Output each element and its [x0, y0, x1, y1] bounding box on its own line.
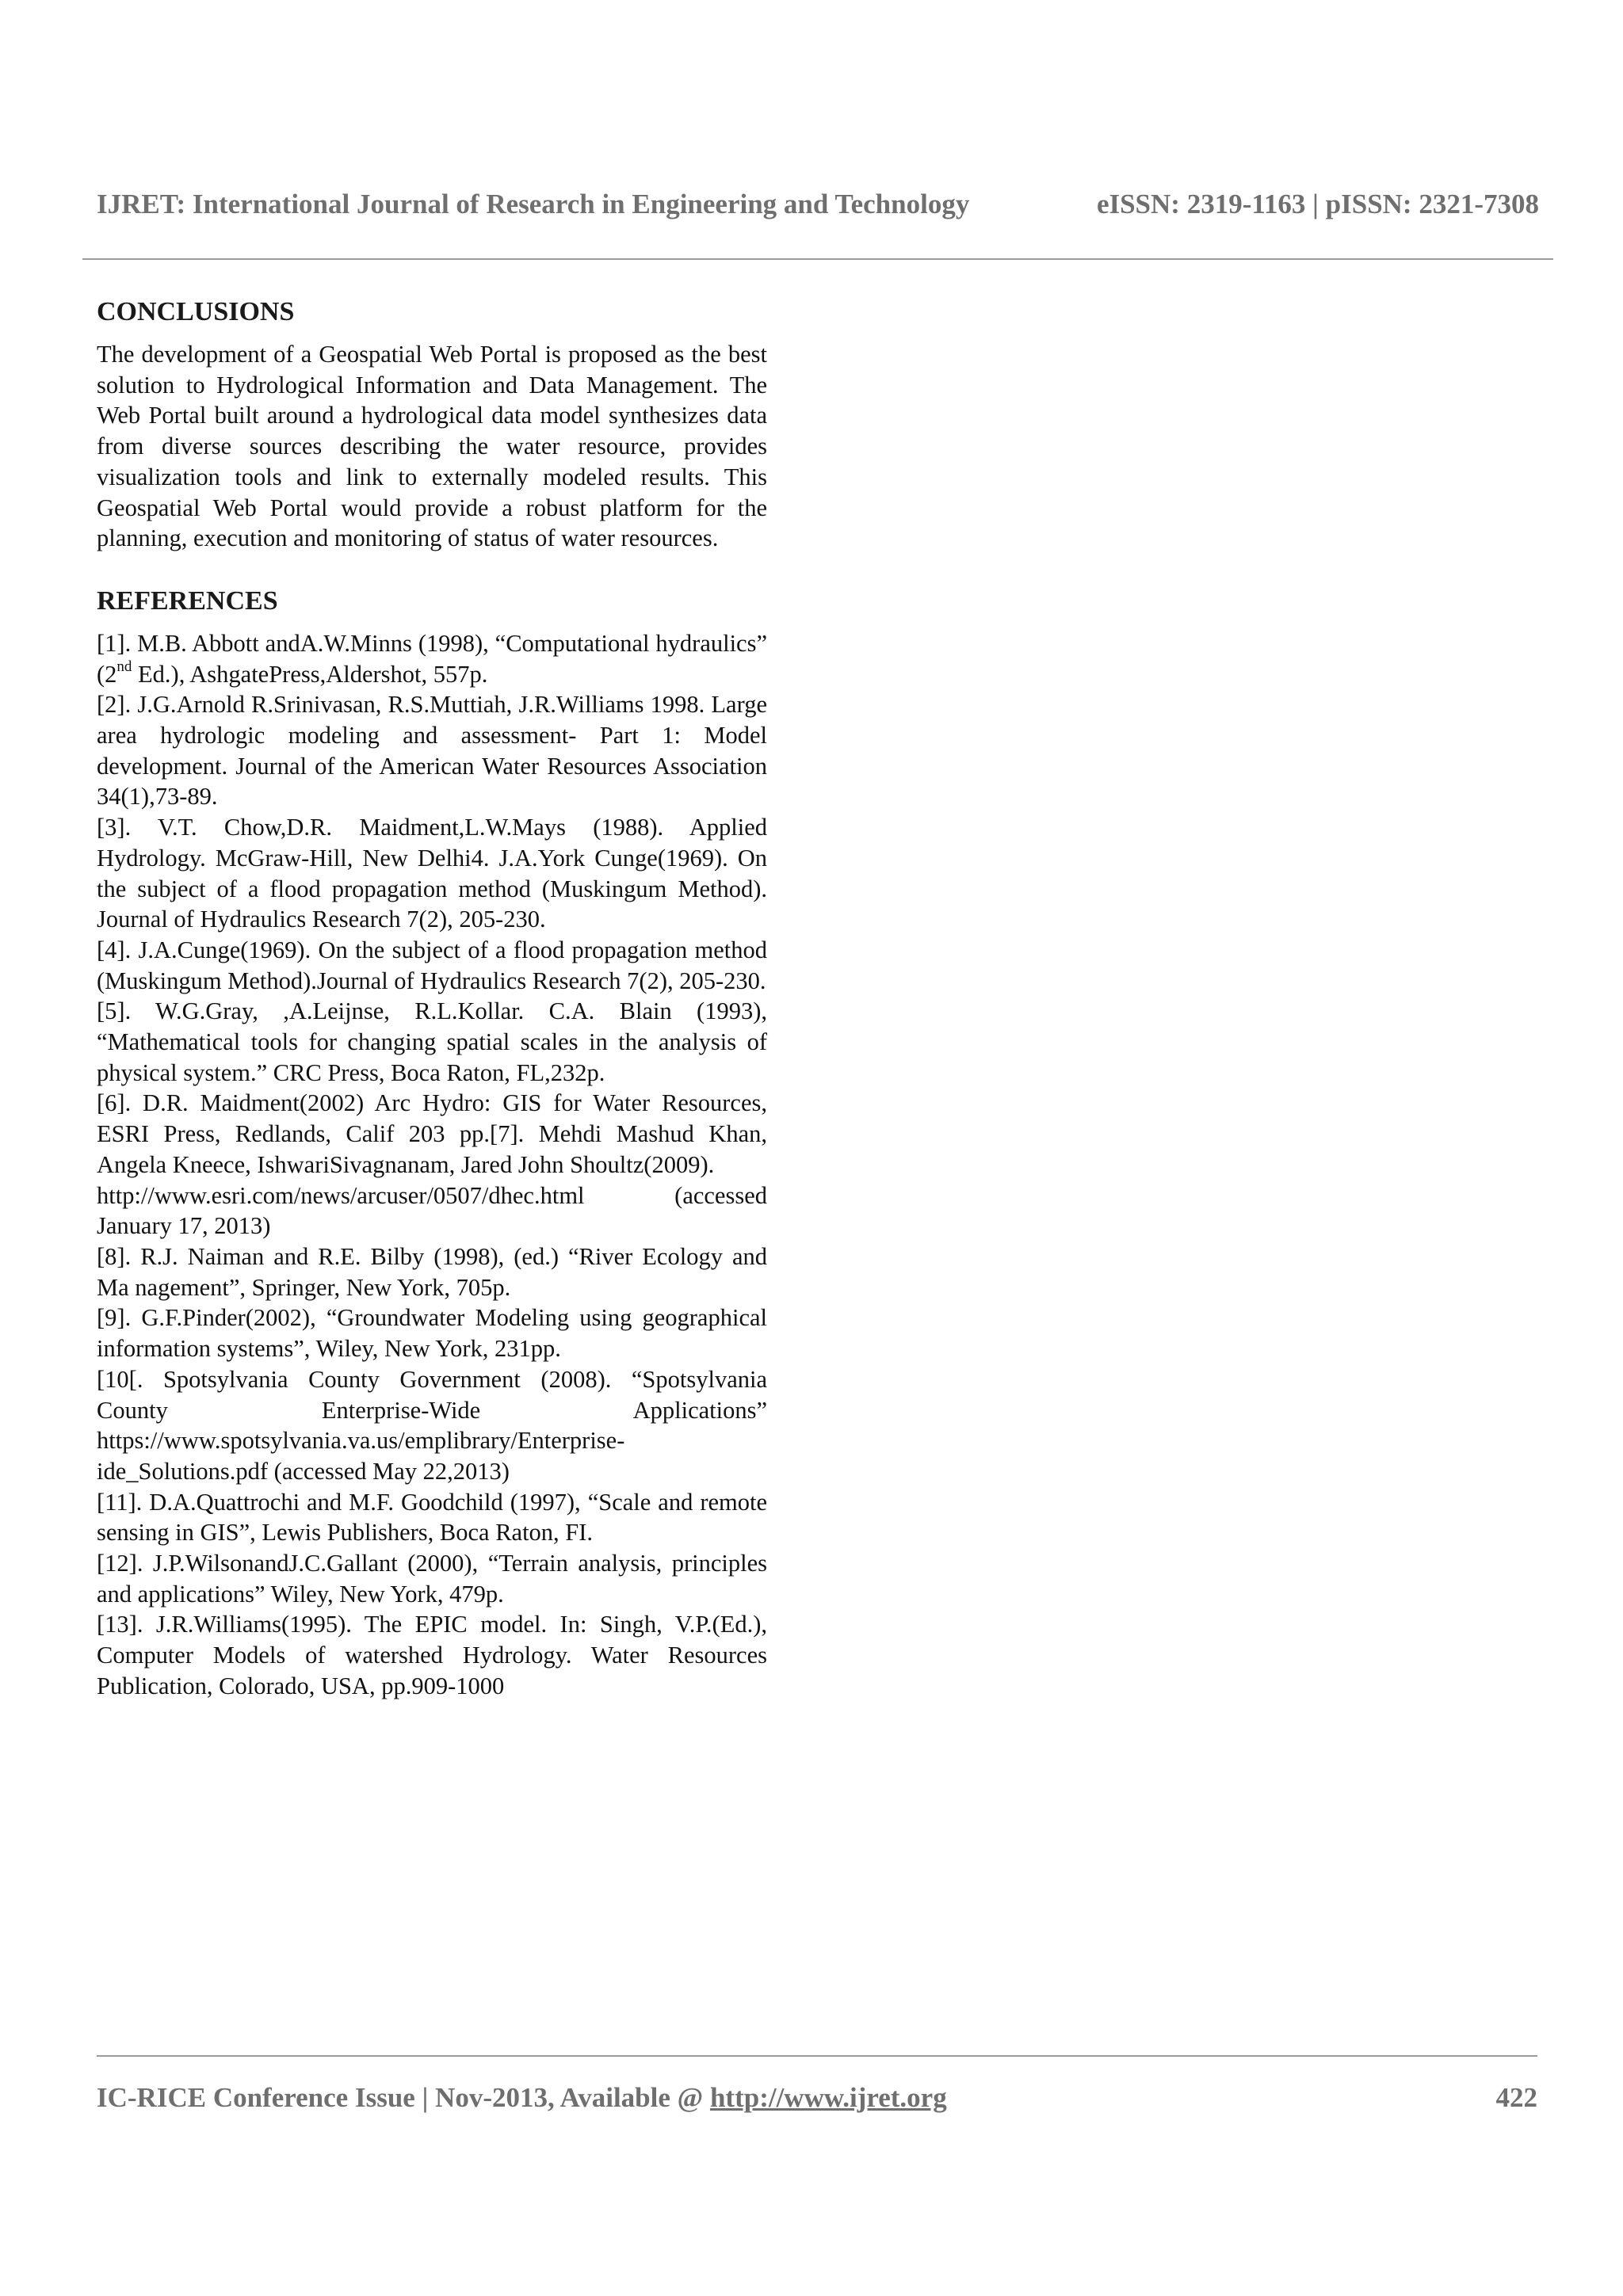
reference-6-url: http://www.esri.com/news/arcuser/0507/dhec.html (accessed: [97, 1181, 767, 1209]
reference-item-1: [97, 628, 767, 689]
reference-item-4: [4]. J.A.Cunge(1969). On the subject of a flood propagation method (Muskingum Method).Journal of Hydraulics Research 7(2), 205-230.: [97, 936, 767, 994]
reference-10-line-1: [10[. Spotsylvania County Government (2008). “Spotsylvania: [97, 1365, 767, 1393]
footer-issue-info: [97, 2082, 947, 2114]
reference-item-6: [6]. D.R. Maidment(2002) Arc Hydro: GIS for Water Resources, ESRI Press, Redlands, Calif 203 pp.[7]. Mehdi Mashud Khan, Angela Kneece, IshwariSivagnanam, Jared John Shoultz(2009).: [97, 1089, 767, 1178]
page-number: 422: [1495, 2082, 1537, 2113]
issn-info: eISSN: 2319-1163 | pISSN: 2321-7308: [1096, 189, 1539, 219]
conclusions-paragraph: The development of a Geospatial Web Portal is proposed as the best solution to Hydrological Information and Data Management. The Web Portal built around a hydrological data model synthesizes data from diverse sources describing the water resource, provides visualization tools and link to externally modeled results. This Geospatial Web Portal would provide a robust platform for the planning, execution and monitoring of status of water resources.: [97, 341, 767, 552]
reference-1-text-end: Ed.), AshgatePress,Aldershot, 557p.: [132, 660, 488, 688]
reference-item-12: [12]. J.P.WilsonandJ.C.Gallant (2000), “Terrain analysis, principles and applications” Wiley, New York, 479p.: [97, 1550, 767, 1608]
reference-item-10: [97, 1364, 767, 1487]
reference-item-2: [2]. J.G.Arnold R.Srinivasan, R.S.Muttiah, J.R.Williams 1998. Large area hydrologic modeling and assessment- Part 1: Model development. Journal of the American Water Resources Association 34(1),73-89.: [97, 691, 767, 810]
reference-1-text: [1]. M.B. Abbott andA.W.Minns (1998), “Computational hydraulics” (2: [97, 629, 767, 688]
reference-item-13: [13]. J.R.Williams(1995). The EPIC model. In: Singh, V.P.(Ed.), Computer Models of watershed Hydrology. Water Resources Publication, Colorado, USA, pp.909-1000: [97, 1611, 767, 1699]
footer-issue-text: IC-RICE Conference Issue | Nov-2013, Available @: [97, 2082, 710, 2113]
page-header: [97, 189, 1539, 220]
reference-item-8: [8]. R.J. Naiman and R.E. Bilby (1998), (ed.) “River Ecology and Ma nagement”, Springer, New York, 705p.: [97, 1242, 767, 1301]
reference-item-11: [11]. D.A.Quattrochi and M.F. Goodchild (1997), “Scale and remote sensing in GIS”, Lewis Publishers, Boca Raton, FI.: [97, 1488, 767, 1547]
reference-1-superscript: nd: [116, 658, 132, 676]
footer-divider: [97, 2055, 1537, 2057]
reference-item-9: [9]. G.F.Pinder(2002), “Groundwater Modeling using geographical information systems”, Wiley, New York, 231pp.: [97, 1304, 767, 1363]
header-divider: [82, 258, 1553, 260]
journal-title: IJRET: International Journal of Research in Engineering and Technology: [97, 189, 970, 219]
reference-item-5: [5]. W.G.Gray, ,A.Leijnse, R.L.Kollar. C.A. Blain (1993), “Mathematical tools for changing spatial scales in the analysis of physical system.” CRC Press, Boca Raton, FL,232p.: [97, 997, 767, 1086]
journal-website-link[interactable]: http://www.ijret.org: [709, 2082, 947, 2113]
main-column: [97, 296, 767, 1702]
conclusions-heading: CONCLUSIONS: [97, 297, 295, 326]
reference-10-line-2: County Enterprise-Wide Applications”: [97, 1396, 767, 1424]
page-footer: [97, 2082, 1537, 2114]
reference-list: [97, 628, 767, 1702]
reference-6-access-date: January 17, 2013): [97, 1212, 271, 1240]
reference-item-3: [3]. V.T. Chow,D.R. Maidment,L.W.Mays (1988). Applied Hydrology. McGraw-Hill, New Delhi4. J.A.York Cunge(1969). On the subject of a flood propagation method (Muskingum Method). Journal of Hydraulics Research 7(2), 205-230.: [97, 814, 767, 933]
references-heading: REFERENCES: [97, 585, 278, 616]
reference-10-url: https://www.spotsylvania.va.us/emplibrary/Enterprise-: [97, 1427, 625, 1455]
reference-10-access-date: ide_Solutions.pdf (accessed May 22,2013): [97, 1457, 510, 1485]
